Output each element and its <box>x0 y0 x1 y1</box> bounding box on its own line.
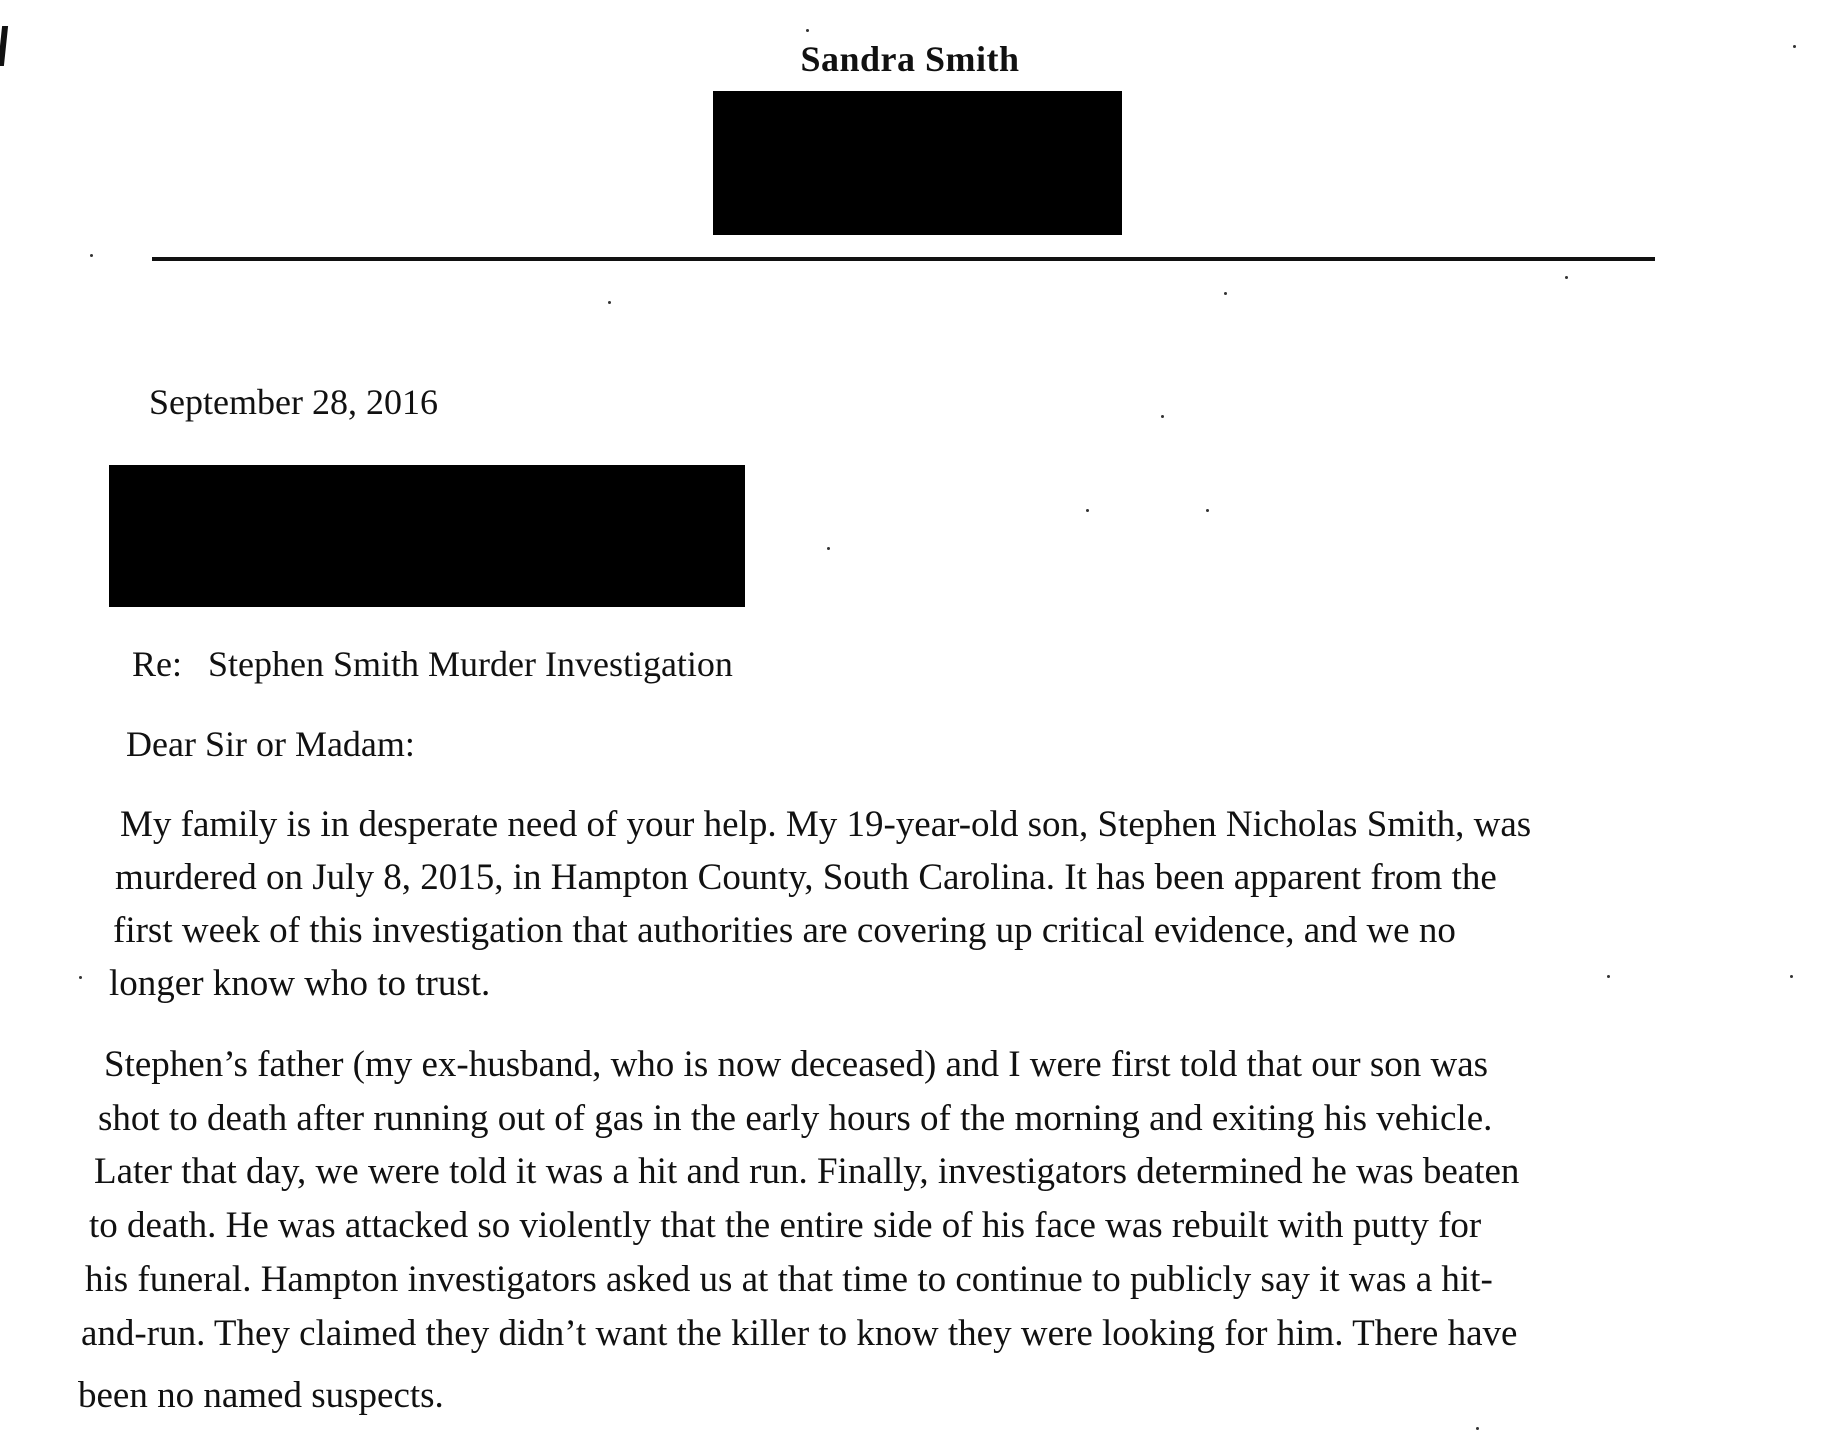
scan-speck <box>1086 509 1089 512</box>
paragraph-2-line: and-run. They claimed they didn’t want the killer to know they were looking for him. There have <box>81 1313 1518 1354</box>
redacted-sender-address <box>713 91 1122 235</box>
paragraph-1-line: murdered on July 8, 2015, in Hampton County, South Carolina. It has been apparent from the <box>115 857 1497 898</box>
scan-speck <box>90 254 93 257</box>
scan-speck <box>1607 975 1610 978</box>
scan-speck <box>1161 415 1164 418</box>
scan-speck <box>608 301 611 304</box>
paragraph-2-line: been no named suspects. <box>78 1375 444 1416</box>
sender-name: Sandra Smith <box>800 39 1020 79</box>
redacted-recipient-address <box>109 465 745 607</box>
scan-speck <box>79 976 82 979</box>
paragraph-2-line: shot to death after running out of gas in the early hours of the morning and exiting his vehicle. <box>98 1098 1493 1139</box>
paragraph-2-line: his funeral. Hampton investigators asked us at that time to continue to publicly say it was a hit- <box>85 1259 1493 1300</box>
scan-speck <box>1224 292 1227 295</box>
scan-speck <box>1206 509 1209 512</box>
scan-speck <box>827 547 830 550</box>
scan-speck <box>1790 975 1793 978</box>
subject-line <box>132 646 733 682</box>
subject-text: Stephen Smith Murder Investigation <box>208 644 733 684</box>
paragraph-1-line: first week of this investigation that authorities are covering up critical evidence, and we no <box>113 910 1456 951</box>
scan-speck <box>1793 45 1796 48</box>
subject-label: Re: <box>132 644 182 684</box>
paragraph-1-line: My family is in desperate need of your help. My 19-year-old son, Stephen Nicholas Smith, was <box>120 804 1532 845</box>
letterhead-divider <box>152 257 1655 261</box>
scan-speck <box>806 29 809 32</box>
salutation: Dear Sir or Madam: <box>126 724 415 764</box>
paragraph-2-line: Later that day, we were told it was a hit and run. Finally, investigators determined he was beaten <box>94 1151 1520 1192</box>
paragraph-1-line: longer know who to trust. <box>109 963 491 1004</box>
paragraph-2-line: Stephen’s father (my ex-husband, who is now deceased) and I were first told that our son was <box>104 1044 1489 1085</box>
paragraph-2-line: to death. He was attacked so violently that the entire side of his face was rebuilt with putty for <box>89 1205 1482 1246</box>
scan-speck <box>1565 276 1568 279</box>
scan-speck <box>1476 1427 1479 1430</box>
letter-date: September 28, 2016 <box>149 382 438 422</box>
